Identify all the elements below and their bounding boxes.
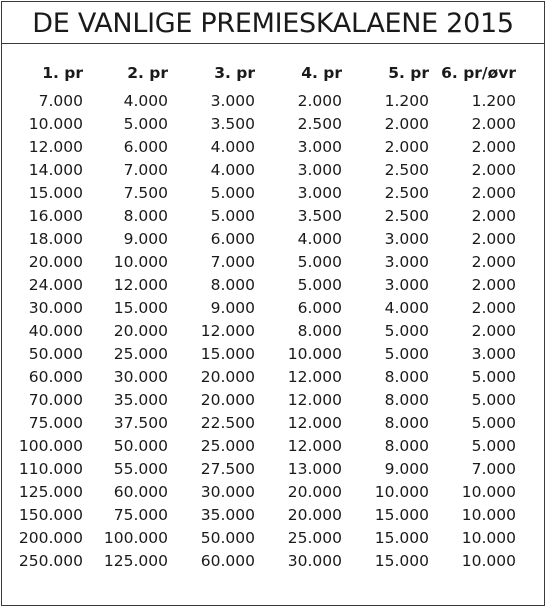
table-cell: 8.000	[123, 206, 168, 225]
table-cell: 150.000	[18, 505, 83, 524]
table-cell: 4.000	[210, 160, 255, 179]
table-cell: 100.000	[18, 436, 83, 455]
table-cell: 4.000	[210, 137, 255, 156]
table-cell: 5.000	[210, 183, 255, 202]
table-cell: 30.000	[287, 551, 342, 570]
table-row	[8, 181, 516, 204]
table-cell: 20.000	[287, 482, 342, 501]
table-cell: 5.000	[471, 367, 516, 386]
table-header-row	[8, 64, 516, 89]
table-row	[8, 135, 516, 158]
table-cell: 10.000	[461, 482, 516, 501]
table-cell: 14.000	[28, 160, 83, 179]
table-cell: 15.000	[200, 344, 255, 363]
table-cell: 110.000	[18, 459, 83, 478]
table-cell: 60.000	[113, 482, 168, 501]
table-row	[8, 388, 516, 411]
table-cell: 2.000	[471, 160, 516, 179]
table-cell: 12.000	[200, 321, 255, 340]
table-cell: 15.000	[28, 183, 83, 202]
table-cell: 2.000	[471, 321, 516, 340]
table-cell: 4.000	[123, 91, 168, 110]
table-cell: 2.500	[384, 160, 429, 179]
table-cell: 10.000	[461, 528, 516, 547]
column-header-6th-prize-and-rest: 6. pr/øvr	[441, 64, 516, 82]
table-cell: 13.000	[287, 459, 342, 478]
table-row	[8, 158, 516, 181]
table-cell: 12.000	[287, 436, 342, 455]
table-row	[8, 526, 516, 549]
table-row	[8, 503, 516, 526]
table-cell: 5.000	[471, 390, 516, 409]
table-row	[8, 411, 516, 434]
table-cell: 3.000	[384, 275, 429, 294]
table-cell: 18.000	[28, 229, 83, 248]
table-row	[8, 457, 516, 480]
table-cell: 7.000	[210, 252, 255, 271]
column-header-1st-prize: 1. pr	[42, 64, 83, 82]
table-cell: 35.000	[113, 390, 168, 409]
table-cell: 16.000	[28, 206, 83, 225]
table-row	[8, 549, 516, 572]
table-cell: 7.500	[123, 183, 168, 202]
table-cell: 15.000	[113, 298, 168, 317]
table-row	[8, 296, 516, 319]
table-cell: 12.000	[28, 137, 83, 156]
table-cell: 10.000	[461, 551, 516, 570]
table-cell: 75.000	[28, 413, 83, 432]
table-cell: 5.000	[384, 321, 429, 340]
table-cell: 6.000	[210, 229, 255, 248]
table-cell: 12.000	[113, 275, 168, 294]
table-cell: 10.000	[113, 252, 168, 271]
table-cell: 60.000	[28, 367, 83, 386]
table-cell: 10.000	[28, 114, 83, 133]
table-cell: 12.000	[287, 413, 342, 432]
table-cell: 20.000	[200, 390, 255, 409]
table-cell: 9.000	[123, 229, 168, 248]
table-cell: 15.000	[374, 528, 429, 547]
table-row	[8, 342, 516, 365]
title-bar	[1, 1, 545, 44]
table-cell: 5.000	[384, 344, 429, 363]
table-cell: 1.200	[471, 91, 516, 110]
table-row	[8, 250, 516, 273]
table-cell: 2.000	[297, 91, 342, 110]
table-cell: 20.000	[287, 505, 342, 524]
table-cell: 20.000	[200, 367, 255, 386]
table-cell: 8.000	[384, 367, 429, 386]
table-cell: 24.000	[28, 275, 83, 294]
table-row	[8, 273, 516, 296]
table-cell: 125.000	[18, 482, 83, 501]
table-cell: 10.000	[461, 505, 516, 524]
column-header-5th-prize: 5. pr	[388, 64, 429, 82]
table-cell: 25.000	[200, 436, 255, 455]
table-cell: 6.000	[123, 137, 168, 156]
table-cell: 3.500	[297, 206, 342, 225]
table-cell: 25.000	[287, 528, 342, 547]
table-cell: 2.000	[471, 298, 516, 317]
table-cell: 37.500	[113, 413, 168, 432]
column-header-4th-prize: 4. pr	[301, 64, 342, 82]
table-cell: 30.000	[28, 298, 83, 317]
table-cell: 10.000	[374, 482, 429, 501]
table-cell: 250.000	[18, 551, 83, 570]
table-row	[8, 319, 516, 342]
table-cell: 20.000	[28, 252, 83, 271]
table-cell: 22.500	[200, 413, 255, 432]
table-cell: 8.000	[210, 275, 255, 294]
table-cell: 5.000	[471, 413, 516, 432]
table-cell: 30.000	[200, 482, 255, 501]
table-cell: 60.000	[200, 551, 255, 570]
table-cell: 2.000	[471, 275, 516, 294]
table-cell: 5.000	[210, 206, 255, 225]
table-cell: 3.000	[471, 344, 516, 363]
table-cell: 8.000	[384, 436, 429, 455]
table-cell: 3.000	[384, 229, 429, 248]
table-cell: 70.000	[28, 390, 83, 409]
table-cell: 2.000	[471, 206, 516, 225]
table-cell: 7.000	[38, 91, 83, 110]
table-cell: 2.500	[384, 183, 429, 202]
table-cell: 3.000	[210, 91, 255, 110]
table-cell: 7.000	[471, 459, 516, 478]
table-cell: 5.000	[123, 114, 168, 133]
table-cell: 40.000	[28, 321, 83, 340]
table-cell: 2.000	[471, 252, 516, 271]
table-cell: 3.000	[384, 252, 429, 271]
table-cell: 27.500	[200, 459, 255, 478]
table-row	[8, 365, 516, 388]
table-row	[8, 227, 516, 250]
table-row	[8, 480, 516, 503]
table-cell: 8.000	[384, 413, 429, 432]
table-cell: 50.000	[200, 528, 255, 547]
table-cell: 15.000	[374, 551, 429, 570]
table-cell: 3.000	[297, 160, 342, 179]
table-cell: 9.000	[210, 298, 255, 317]
column-header-3rd-prize: 3. pr	[214, 64, 255, 82]
table-row	[8, 434, 516, 457]
table-cell: 5.000	[471, 436, 516, 455]
table-cell: 75.000	[113, 505, 168, 524]
table-cell: 100.000	[103, 528, 168, 547]
table-cell: 3.500	[210, 114, 255, 133]
table-cell: 5.000	[297, 275, 342, 294]
prize-scale-table	[8, 64, 516, 572]
table-cell: 9.000	[384, 459, 429, 478]
table-cell: 10.000	[287, 344, 342, 363]
table-cell: 200.000	[18, 528, 83, 547]
table-cell: 3.000	[297, 137, 342, 156]
table-cell: 2.000	[471, 137, 516, 156]
table-cell: 2.000	[471, 114, 516, 133]
table-row	[8, 112, 516, 135]
table-cell: 12.000	[287, 390, 342, 409]
table-cell: 2.000	[384, 114, 429, 133]
table-cell: 6.000	[297, 298, 342, 317]
table-cell: 4.000	[297, 229, 342, 248]
column-header-2nd-prize: 2. pr	[127, 64, 168, 82]
page-title: DE VANLIGE PREMIESKALAENE 2015	[32, 7, 514, 39]
table-cell: 2.500	[384, 206, 429, 225]
table-cell: 2.500	[297, 114, 342, 133]
table-cell: 1.200	[384, 91, 429, 110]
table-cell: 50.000	[113, 436, 168, 455]
table-body	[8, 89, 516, 572]
table-cell: 30.000	[113, 367, 168, 386]
table-cell: 2.000	[471, 229, 516, 248]
table-cell: 8.000	[297, 321, 342, 340]
table-cell: 8.000	[384, 390, 429, 409]
table-cell: 4.000	[384, 298, 429, 317]
table-cell: 20.000	[113, 321, 168, 340]
table-cell: 2.000	[471, 183, 516, 202]
table-row	[8, 204, 516, 227]
table-cell: 2.000	[384, 137, 429, 156]
table-cell: 15.000	[374, 505, 429, 524]
table-cell: 7.000	[123, 160, 168, 179]
table-cell: 35.000	[200, 505, 255, 524]
table-cell: 25.000	[113, 344, 168, 363]
table-row	[8, 89, 516, 112]
table-cell: 5.000	[297, 252, 342, 271]
table-cell: 125.000	[103, 551, 168, 570]
table-cell: 50.000	[28, 344, 83, 363]
table-cell: 12.000	[287, 367, 342, 386]
table-cell: 3.000	[297, 183, 342, 202]
table-cell: 55.000	[113, 459, 168, 478]
